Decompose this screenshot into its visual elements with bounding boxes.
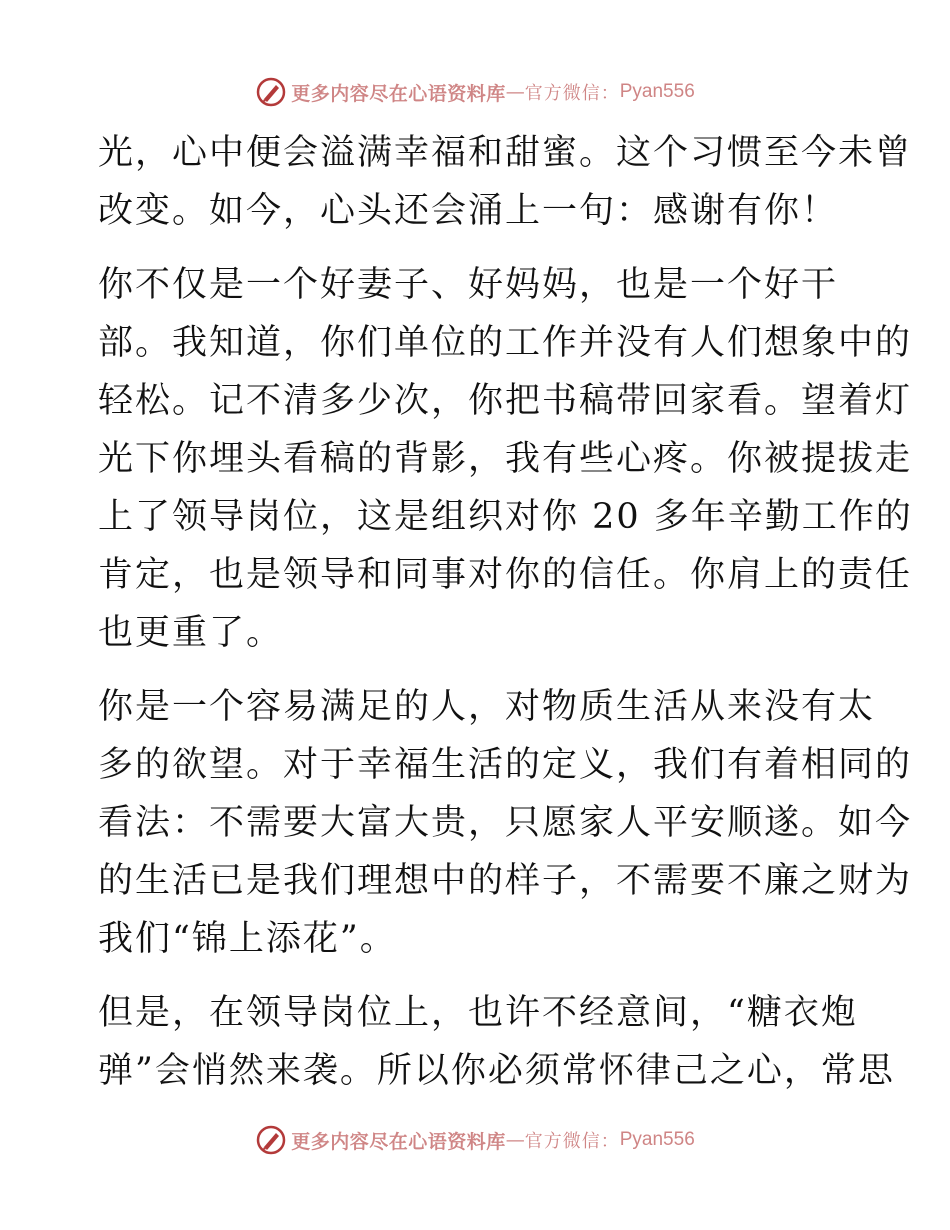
text-line: 部。我知道，你们单位的工作并没有人们想象中的 xyxy=(98,323,913,363)
text-line: 的生活已是我们理想中的样子，不需要不廉之财为 xyxy=(98,861,913,901)
text-line: 你是一个容易满足的人，对物质生活从来没有太 xyxy=(98,687,876,727)
watermark-wechat-label: 官方微信： xyxy=(524,1131,620,1152)
text-line: 我们“锦上添花”。 xyxy=(98,919,397,959)
text-line: 也更重了。 xyxy=(98,613,284,653)
footer-watermark xyxy=(0,1120,950,1160)
watermark-site-text: 更多内容尽在心语资料库 xyxy=(291,1130,506,1153)
text-line: 光下你埋头看稿的背影，我有些心疼。你被提拔走 xyxy=(98,439,913,479)
pen-logo-icon xyxy=(255,1124,287,1156)
text-line: 多的欲望。对于幸福生活的定义，我们有着相同的 xyxy=(98,745,913,785)
paragraph xyxy=(98,678,913,968)
watermark-wechat-label: 官方微信： xyxy=(524,83,620,104)
watermark-wechat-id: Pyan556 xyxy=(619,81,695,102)
watermark-wechat-id: Pyan556 xyxy=(619,1129,695,1150)
text-line: 上了领导岗位，这是组织对你 20 多年辛勤工作的 xyxy=(98,497,913,537)
document-body xyxy=(98,124,913,1100)
pen-logo-icon xyxy=(255,76,287,108)
paragraph xyxy=(98,984,895,1100)
text-line: 肯定，也是领导和同事对你的信任。你肩上的责任 xyxy=(98,555,913,595)
text-line: 弹”会悄然来袭。所以你必须常怀律己之心，常思 xyxy=(98,1051,895,1091)
watermark-site-text: 更多内容尽在心语资料库 xyxy=(291,82,506,105)
text-line: 但是，在领导岗位上，也许不经意间，“糖衣炮 xyxy=(98,993,858,1033)
text-line: 光，心中便会溢满幸福和甜蜜。这个习惯至今未曾 xyxy=(98,133,913,173)
paragraph xyxy=(98,256,913,662)
watermark-dash: — xyxy=(505,81,525,103)
watermark-dash: — xyxy=(505,1129,525,1151)
text-line: 轻松。记不清多少次，你把书稿带回家看。望着灯 xyxy=(98,381,913,421)
header-watermark xyxy=(0,72,950,112)
paragraph xyxy=(98,124,913,240)
text-line: 看法：不需要大富大贵，只愿家人平安顺遂。如今 xyxy=(98,803,913,843)
text-line: 你不仅是一个好妻子、好妈妈，也是一个好干 xyxy=(98,265,839,305)
text-line: 改变。如今，心头还会涌上一句：感谢有你！ xyxy=(98,191,839,231)
